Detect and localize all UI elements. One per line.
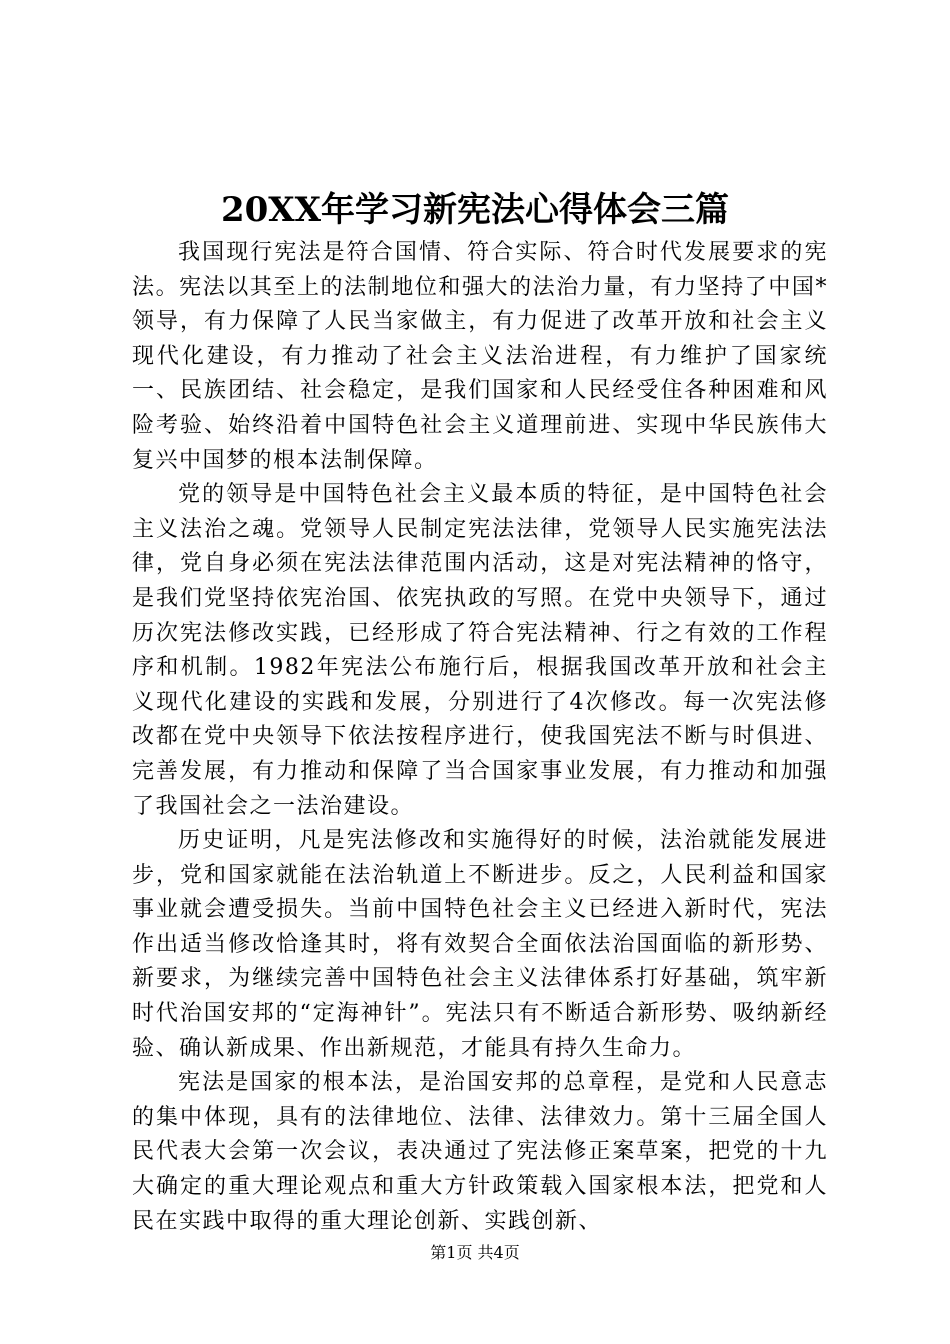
paragraph-4: 宪法是国家的根本法，是治国安邦的总章程，是党和人民意志的集中体现，具有的法律地位、法律、法律效力。第十三届全国人民代表大会第一次会议，表决通过了宪法修正案草案，把党的十九大确定的重大理论观点和重大方针政策载入国家根本法，把党和人民在实践中取得的重大理论创新、实践创新、 [132,1070,828,1234]
paragraph-3: 历史证明，凡是宪法修改和实施得好的时候，法治就能发展进步，党和国家就能在法治轨道上不断进步。反之，人民利益和国家事业就会遭受损失。当前中国特色社会主义已经进入新时代，宪法作出适当修改恰逢其时，将有效契合全面依法治国面临的新形势、新要求，为继续完善中国特色社会主义法律体系打好基础，筑牢新时代治国安邦的“定海神针”。宪法只有不断适合新形势、吸纳新经验、确认新成果、作出新规范，才能具有持久生命力。 [132,828,828,1061]
page-footer: 第1页 共4页 [430,1243,520,1262]
paragraph-1: 我国现行宪法是符合国情、符合实际、符合时代发展要求的宪法。宪法以其至上的法制地位和强大的法治力量，有力坚持了中国*领导，有力保障了人民当家做主，有力促进了改革开放和社会主义现代化建设，有力推动了社会主义法治进程，有力维护了国家统一、民族团结、社会稳定，是我们国家和人民经受住各种困难和风险考验、始终沿着中国特色社会主义道理前进、实现中华民族伟大复兴中国梦的根本法制保障。 [132,240,828,473]
document-title: 20XX年学习新宪法心得体会三篇 [220,190,730,230]
paragraph-2: 党的领导是中国特色社会主义最本质的特征，是中国特色社会主义法治之魂。党领导人民制定宪法法律，党领导人民实施宪法法律，党自身必须在宪法法律范围内活动，这是对宪法精神的恪守，是我们党坚持依宪治国、依宪执政的写照。在党中央领导下，通过历次宪法修改实践，已经形成了符合宪法精神、行之有效的工作程序和机制。1982年宪法公布施行后，根据我国改革开放和社会主义现代化建设的实践和发展，分别进行了4次修改。每一次宪法修改都在党中央领导下依法按程序进行，使我国宪法不断与时俱进、完善发展，有力推动和保障了当合国家事业发展，有力推动和加强了我国社会之一法治建设。 [132,482,828,819]
document-body [132,236,828,1239]
